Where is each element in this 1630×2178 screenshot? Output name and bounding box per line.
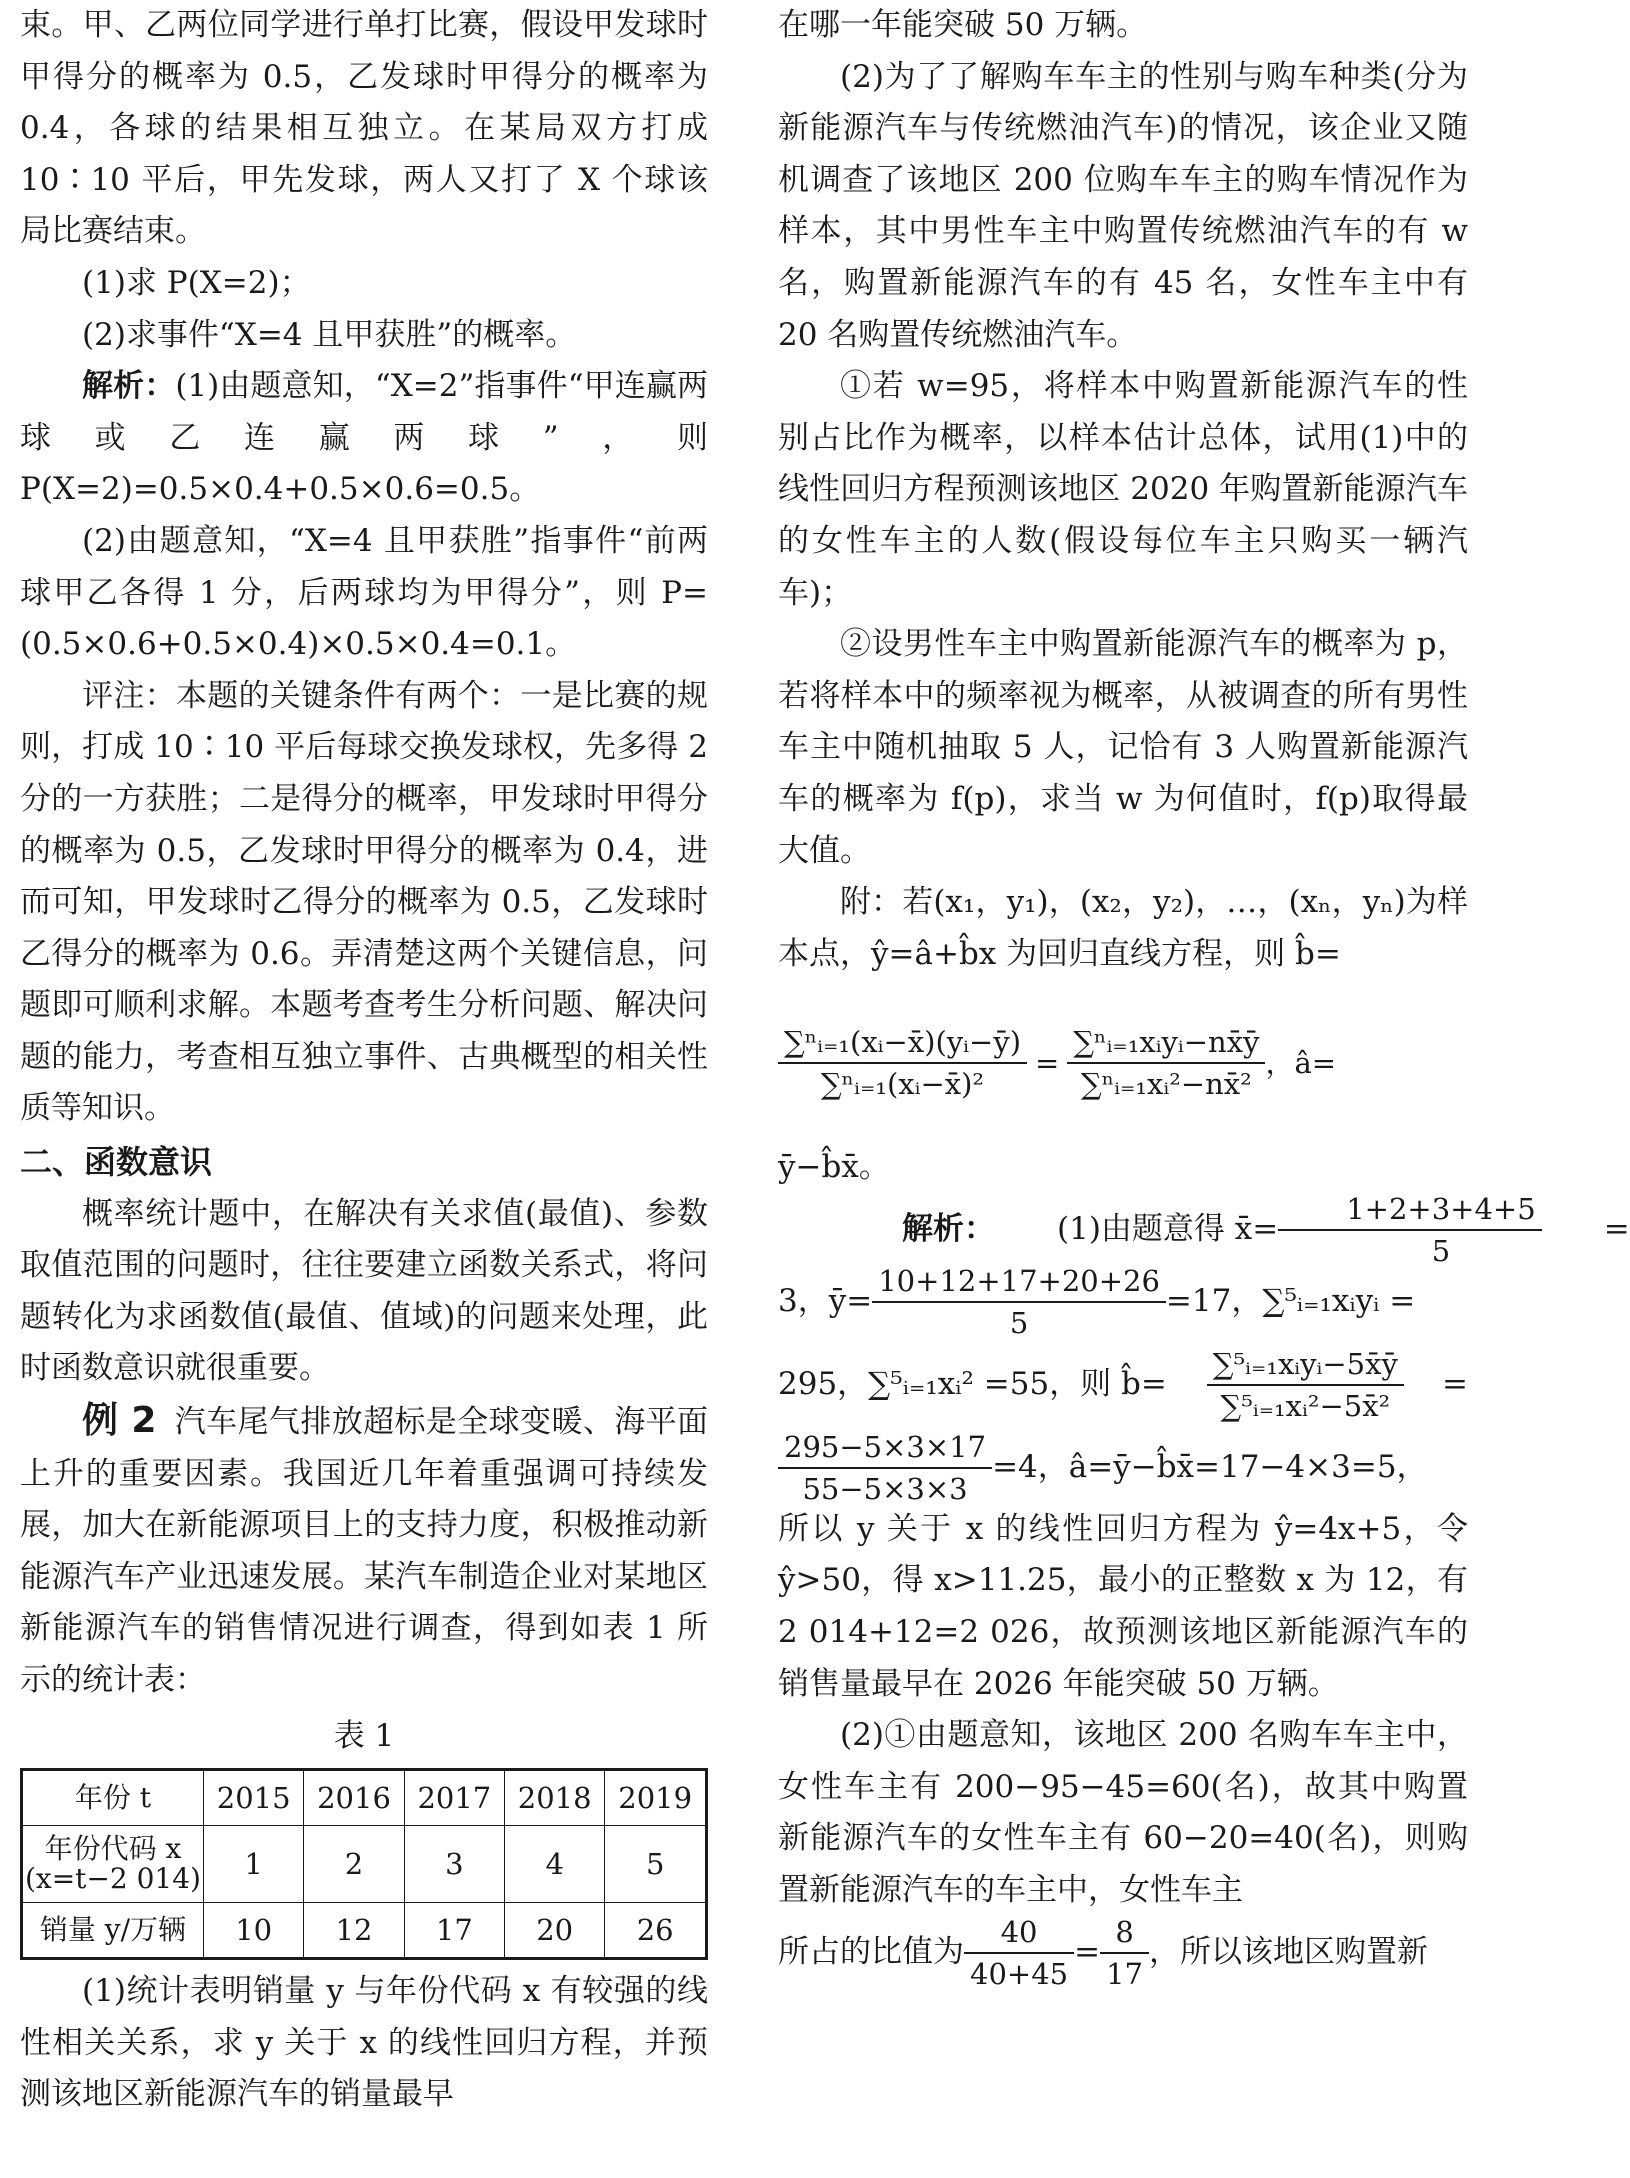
table-cell: 20 xyxy=(505,1903,605,1959)
table-cell: 1 xyxy=(203,1826,303,1903)
stats-table xyxy=(20,1768,708,1960)
solution-step-c: 295，∑⁵ᵢ₌₁xᵢ² =55，则 b̂= $\frac{\text{∑⁵ᵢ₌₁xᵢyᵢ−5x̄ȳ}}{\text{∑⁵ᵢ₌₁xᵢ²−5x̄²}}$ = xyxy=(778,1338,1468,1432)
solution-part-2: (2)由题意知，“X=4 且甲获胜”指事件“前两球甲乙各得 1 分，后两球均为甲得分”，则 P=(0.5×0.6+0.5×0.4)×0.5×0.4=0.1。 xyxy=(20,522,708,663)
table-caption: 表 1 xyxy=(333,1717,395,1754)
table-row-code xyxy=(22,1826,707,1903)
table-cell: 2018 xyxy=(505,1770,605,1826)
right-column xyxy=(778,0,1630,1991)
fraction: $\frac{\text{∑ⁿᵢ₌₁xᵢyᵢ−nx̄ȳ}}{\text{∑ⁿᵢ₌₁xᵢ²−nx̄²}}$ xyxy=(1067,1022,1265,1104)
fraction: $\frac{8}{17}$ xyxy=(1100,1912,1149,1994)
solution-step-d: $\frac{295-5\times 3\times 17}{55-5\times 3\times 3}$ =4，â=ȳ−b̂x̄=17−4×3=5， xyxy=(778,1432,1468,1504)
table-row-sales xyxy=(22,1903,707,1959)
table-header-year: 年份 t xyxy=(22,1770,204,1826)
table-cell: 10 xyxy=(203,1903,303,1959)
left-column xyxy=(20,0,708,2121)
table-cell: 12 xyxy=(304,1903,404,1959)
table-header-code: 年份代码 x (x=t−2 014) xyxy=(22,1826,204,1903)
table-cell: 2019 xyxy=(605,1770,707,1826)
problem-intro: 束。甲、乙两位同学进行单打比赛，假设甲发球时甲得分的概率为 0.5，乙发球时甲得分的概率为 0.4，各球的结果相互独立。在某局双方打成 10∶10 平后，甲先发球，两人又打了 X 个球该局比赛结束。 xyxy=(20,7,708,250)
function-paragraph: 概率统计题中，在解决有关求值(最值)、参数取值范围的问题时，往往要建立函数关系式，将问题转化为求函数值(最值、值域)的问题来处理，此时函数意识就很重要。 xyxy=(20,1195,708,1387)
example-2: 例 2 汽车尾气排放超标是全球变暖、海平面上升的重要因素。我国近几年着重强调可持续发展，加大在新能源项目上的支持力度，积极推动新能源汽车产业迅速发展。某汽车制造企业对某地区新能源汽车的销售情况进行调查，得到如表 1 所示的统计表： xyxy=(20,1400,708,1698)
question-2: (2)求事件“X=4 且甲获胜”的概率。 xyxy=(82,316,577,353)
fraction: $\frac{10+12+17+20+26}{5}$ xyxy=(872,1261,1166,1343)
example-label: 例 2 xyxy=(82,1400,157,1442)
table-cell: 3 xyxy=(404,1826,504,1903)
fraction: $\frac{295-5\times 3\times 17}{55-5\times 3\times 3}$ xyxy=(778,1427,992,1509)
table-cell: 2016 xyxy=(304,1770,404,1826)
solution-part-1: 解析：(1)由题意知，“X=2”指事件“甲连赢两球或乙连赢两球”，则 P(X=2)=0.5×0.4+0.5×0.6=0.5。 xyxy=(20,368,708,508)
fraction: $\frac{40}{40+45}$ xyxy=(964,1912,1074,1994)
solution-step-a: 解析： (1)由题意得 x̄= $\frac{1+2+3+4+5}{5}$ = xyxy=(778,1194,1468,1266)
table-header-sales: 销量 y/万辆 xyxy=(22,1903,204,1959)
table-cell: 2017 xyxy=(404,1770,504,1826)
table-cell: 2015 xyxy=(203,1770,303,1826)
solution-step-b: 3，ȳ= $\frac{10+12+17+20+26}{5}$ =17，∑⁵ᵢ₌₁xᵢyᵢ = xyxy=(778,1266,1468,1338)
appendix-text: 附：若(x₁，y₁)，(x₂，y₂)，…，(xₙ，yₙ)为样本点，ŷ=â+b̂x 为回归直线方程，则 b̂= xyxy=(778,884,1468,972)
solution-conclusion: 所以 y 关于 x 的线性回归方程为 ŷ=4x+5，令 ŷ>50，得 x>11.25，最小的正整数 x 为 12，有 2 014+12=2 026，故预测该地区新能源汽车的销售量最早在 2026 年能突破 50 万辆。 xyxy=(778,1510,1468,1702)
table-cell: 26 xyxy=(605,1903,707,1959)
solution-label: 解析： xyxy=(902,1211,995,1248)
question-1: (1)求 P(X=2)； xyxy=(82,264,311,301)
fraction: $\frac{1+2+3+4+5}{5}$ xyxy=(1278,1189,1541,1271)
table-cell: 5 xyxy=(605,1826,707,1903)
continuation-text: 在哪一年能突破 50 万辆。 xyxy=(778,7,1148,43)
formula-end: ȳ−b̂x̄。 xyxy=(778,1149,890,1186)
fraction: $\frac{\text{∑⁵ᵢ₌₁xᵢyᵢ−5x̄ȳ}}{\text{∑⁵ᵢ₌₁xᵢ²−5x̄²}}$ xyxy=(1207,1344,1404,1426)
table-row-year xyxy=(22,1770,707,1826)
fraction: $\frac{\text{∑ⁿᵢ₌₁(xᵢ−x̄)(yᵢ−ȳ)}}{\text{∑ⁿᵢ₌₁(xᵢ−x̄)²}}$ xyxy=(778,1022,1027,1104)
regression-formula: $\frac{\text{∑ⁿᵢ₌₁(xᵢ−x̄)(yᵢ−ȳ)}}{\text{∑ⁿᵢ₌₁(xᵢ−x̄)²}}$ = $\frac{\text{∑ⁿᵢ₌₁xᵢyᵢ−nx̄ȳ}}{\text{∑ⁿᵢ₌₁xᵢ²−nx̄²}}$ ，â= xyxy=(778,984,1468,1142)
section-heading: 二、函数意识 xyxy=(20,1143,213,1182)
example-question-1: (1)统计表明销量 y 与年份代码 x 有较强的线性相关关系，求 y 关于 x 的线性回归方程，并预测该地区新能源汽车的销量最早 xyxy=(20,1973,708,2113)
table-cell: 2 xyxy=(304,1826,404,1903)
comment-paragraph: 评注：本题的关键条件有两个：一是比赛的规则，打成 10∶10 平后每球交换发球权，先多得 2 分的一方获胜；二是得分的概率，甲发球时甲得分的概率为 0.5，乙发球时甲得分的概率为 0.4，进而可知，甲发球时乙得分的概率为 0.5，乙发球时乙得分的概率为 0.6。弄清楚这两个关键信息，问题即可顺利求解。本题考查考生分析问题、解决问题的能力，考查相互独立事件、古典概型的相关性质等知识。 xyxy=(20,677,708,1127)
example-question-2: (2)为了了解购车车主的性别与购车种类(分为新能源汽车与传统燃油汽车)的情况，该企业又随机调查了该地区 200 位购车车主的购车情况作为样本，其中男性车主中购置传统燃油汽车的有 w 名，购置新能源汽车的有 45 名，女性车主中有 20 名购置传统燃油汽车。 xyxy=(778,58,1468,353)
solution-label: 解析： xyxy=(82,368,176,405)
solution-part-2-1: (2)①由题意知，该地区 200 名购车车主中，女性车主有 200−95−45=60(名)，故其中购置新能源汽车的女性车主有 60−20=40(名)，则购置新能源汽车的车主中，女性车主 xyxy=(778,1717,1468,1909)
example-question-2-1: ①若 w=95，将样本中购置新能源汽车的性别占比作为概率，以样本估计总体，试用(1)中的线性回归方程预测该地区 2020 年购置新能源汽车的女性车主的人数(假设每位车主只购买一辆汽车)； xyxy=(778,368,1468,611)
example-question-2-2: ②设男性车主中购置新能源汽车的概率为 p，若将样本中的频率视为概率，从被调查的所有男性车主中随机抽取 5 人，记恰有 3 人购置新能源汽车的概率为 f(p)，求当 w 为何值时，f(p)取得最大值。 xyxy=(778,626,1468,869)
table-cell: 17 xyxy=(404,1903,504,1959)
solution-ratio: 所占的比值为 $\frac{40}{40+45}$ = $\frac{8}{17}$ ，所以该地区购置新 xyxy=(778,1917,1468,1989)
table-cell: 4 xyxy=(505,1826,605,1903)
